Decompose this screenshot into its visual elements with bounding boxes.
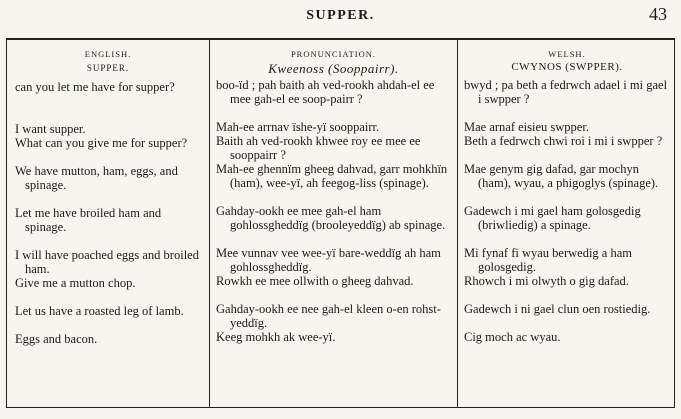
welsh-entry: Gadewch i ni gael clun oen rostiedig. xyxy=(464,302,651,316)
english-entry: What can you give me for supper? xyxy=(15,136,188,150)
welsh-entry: bwyd ; pa beth a fedrwch adael i mi gael i swpper ? xyxy=(464,78,668,106)
running-head: SUPPER. xyxy=(306,8,375,23)
welsh-entry: Gadewch i mi gael ham golosgedig (briwliedig) a spinage. xyxy=(464,204,641,232)
pronunciation-column-header: PRONUNCIATION. xyxy=(290,49,377,59)
pronunciation-entry: Gahday-ookh ee nee gah-el kleen o-en rohst-yeddïg. xyxy=(216,302,441,330)
phrasebook-table xyxy=(6,38,675,408)
english-column-header: ENGLISH. xyxy=(84,49,132,59)
welsh-column-header: WELSH. xyxy=(548,49,586,59)
pronunciation-entry: Mee vunnav vee wee-yï bare-weddïg ah ham gohlossgheddïg. xyxy=(216,246,441,274)
english-entry: We have mutton, ham, eggs, and spinage. xyxy=(15,164,178,192)
welsh-column xyxy=(458,40,676,407)
welsh-entry: Mae arnaf eisieu swpper. xyxy=(464,120,589,134)
pronunciation-entry: Baith ah ved-rookh khwee roy ee mee ee sooppairr ? xyxy=(216,134,421,162)
welsh-entry: Mae genym gig dafad, gar mochyn (ham), wyau, a phigoglys (spinage). xyxy=(464,162,659,190)
english-column xyxy=(7,40,210,407)
welsh-section-title: CWYNOS (SWPPER). xyxy=(511,61,623,73)
pronunciation-entry: Keeg mohkh ak wee-yï. xyxy=(216,330,336,344)
welsh-entry: Rhowch i mi olwyth o gig dafad. xyxy=(464,274,629,288)
pronunciation-entry: Mah-ee arrnav ïshe-yï sooppairr. xyxy=(216,120,380,134)
english-entry: can you let me have for supper? xyxy=(15,80,175,94)
welsh-entry: Beth a fedrwch chwi roi i mi i swpper ? xyxy=(464,134,663,148)
english-entry: Eggs and bacon. xyxy=(15,332,98,346)
pronunciation-entry: Gahday-ookh ee mee gah-el ham gohlossgheddïg (brooleyeddïg) ab spinage. xyxy=(216,204,446,232)
pronunciation-entry: Mah-ee ghennïm gheeg dahvad, garr mohkhïn (ham), wee-yï, ah feegog-liss (spinage). xyxy=(216,162,448,190)
welsh-entry: Mi fynaf fi wyau berwedig a ham golosgedig. xyxy=(464,246,632,274)
english-entry: Let me have broiled ham and spinage. xyxy=(15,206,162,234)
welsh-entry: Cig moch ac wyau. xyxy=(464,330,561,344)
page-number: 43 xyxy=(649,4,667,24)
pronunciation-section-title: Kweenoss (Sooppairr). xyxy=(268,61,399,76)
english-section-title: SUPPER. xyxy=(86,63,130,73)
english-entry: Give me a mutton chop. xyxy=(15,276,136,290)
english-entry: I want supper. xyxy=(15,122,86,136)
pronunciation-entry: boo-ïd ; pah baith ah ved-rookh ahdah-el ee mee gah-el ee soop-pairr ? xyxy=(216,78,435,106)
pronunciation-entry: Rowkh ee mee ollwith o gheeg dahvad. xyxy=(216,274,414,288)
english-entry: Let us have a roasted leg of lamb. xyxy=(15,304,184,318)
pronunciation-column xyxy=(210,40,458,407)
english-entry: I will have poached eggs and broiled ham. xyxy=(15,248,199,276)
